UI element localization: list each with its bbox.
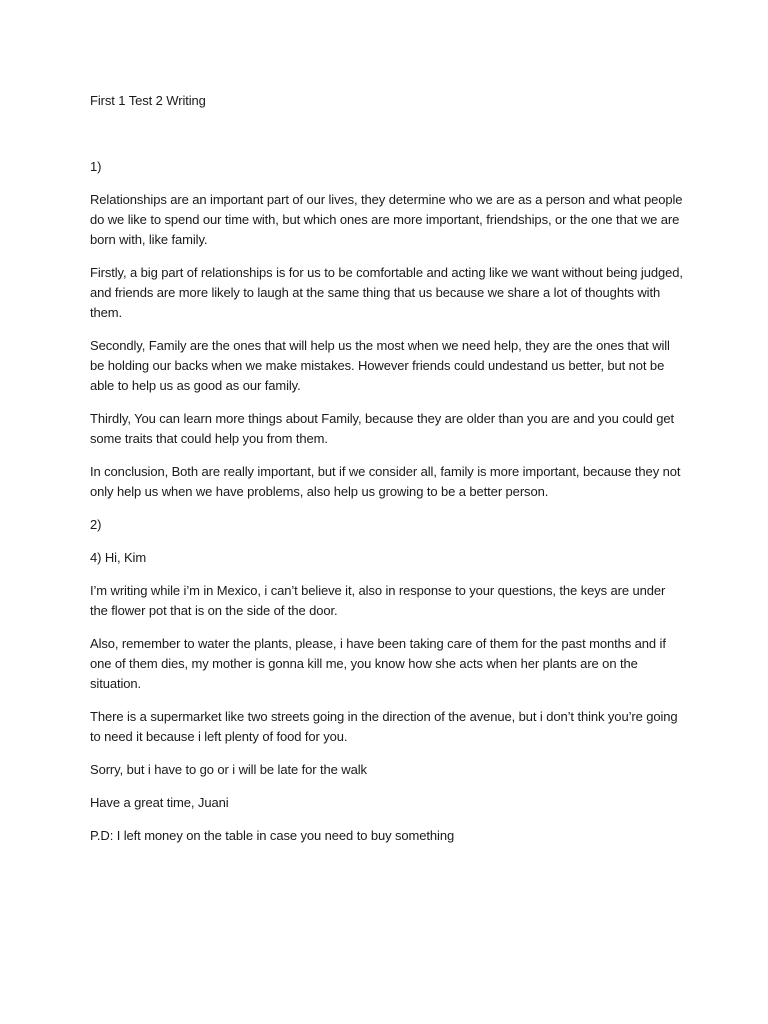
letter-signoff: Have a great time, Juani — [90, 795, 229, 810]
letter-apology-line: Sorry, but i have to go or i will be late for the walk — [90, 762, 367, 777]
essay-secondly-paragraph: Secondly, Family are the ones that will help us the most when we need help, they are the ones that will be holding our backs when we make mistakes. However friends could undestand us better, but not be able to help us as good as our family. — [90, 338, 670, 393]
letter-postscript: P.D: I left money on the table in case you need to buy something — [90, 828, 455, 843]
section-number-2: 2) — [90, 517, 102, 532]
essay-thirdly-paragraph: Thirdly, You can learn more things about Family, because they are older than you are and you could get some traits that could help you from them. — [90, 411, 675, 446]
letter-greeting: 4) Hi, Kim — [90, 550, 147, 565]
essay-conclusion-paragraph: In conclusion, Both are really important, but if we consider all, family is more important, because they not only help us when we have problems, also help us growing to be a better person. — [90, 464, 681, 499]
document-title: First 1 Test 2 Writing — [90, 93, 206, 108]
letter-supermarket-paragraph: There is a supermarket like two streets going in the direction of the avenue, but i don’t think you’re going to need it because i left plenty of food for you. — [90, 709, 678, 744]
essay-intro-paragraph: Relationships are an important part of our lives, they determine who we are as a person and what people do we like to spend our time with, but which ones are more important, friendships, or the one that we are born with, like family. — [90, 192, 683, 247]
letter-plants-paragraph: Also, remember to water the plants, please, i have been taking care of them for the past months and if one of them dies, my mother is gonna kill me, you know how she acts when her plants are on the situation. — [90, 636, 666, 691]
section-number-1: 1) — [90, 159, 102, 174]
essay-firstly-paragraph: Firstly, a big part of relationships is for us to be comfortable and acting like we want without being judged, and friends are more likely to laugh at the same thing that us because we share a lot of thoughts with them. — [90, 265, 683, 320]
document-body — [90, 91, 686, 859]
letter-keys-paragraph: I’m writing while i’m in Mexico, i can’t believe it, also in response to your questions, the keys are under the flower pot that is on the side of the door. — [90, 583, 666, 618]
title-spacer — [90, 111, 686, 157]
